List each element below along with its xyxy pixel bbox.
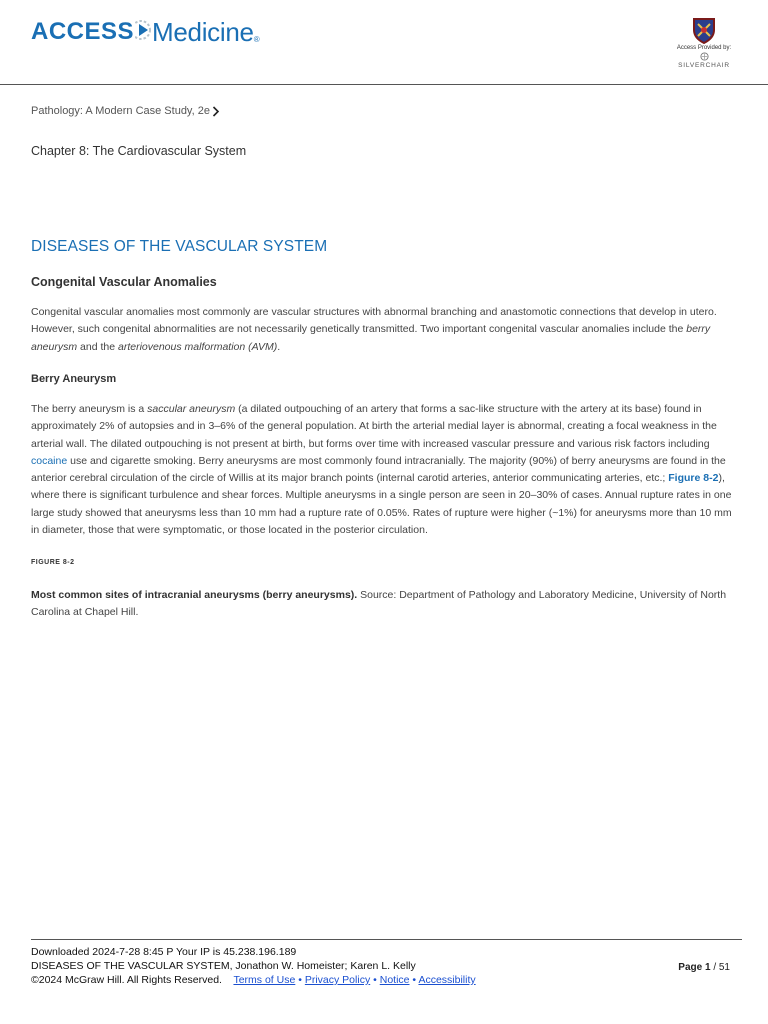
footer-copyright: ©2024 McGraw Hill. All Rights Reserved. [31, 974, 222, 986]
logo-medicine-text: Medicine [152, 16, 254, 47]
footer-separator: • [412, 974, 417, 986]
figure-8-2-link[interactable]: Figure 8-2 [668, 472, 719, 485]
para1-text-2: and the [77, 340, 118, 353]
provider-label: Access Provided by: [676, 45, 732, 51]
provider-name: SILVERCHAIR [678, 62, 730, 69]
para2-em-saccular: saccular aneurysm [147, 403, 236, 415]
para1-em-berry-aneurysm: berry aneurysm [31, 323, 711, 353]
para1-em-avm: arteriovenous malformation (AVM) [117, 340, 278, 353]
accessmedicine-logo[interactable] [31, 14, 260, 50]
footer-links [31, 973, 742, 987]
subsection-title: Congenital Vascular Anomalies [31, 275, 217, 289]
footer-download-info: Downloaded 2024-7-28 8:45 P Your IP is 45.238.196.189 [31, 946, 297, 958]
breadcrumb-book-title[interactable]: Pathology: A Modern Case Study, 2e [31, 105, 210, 117]
figure-caption [31, 587, 736, 622]
silverchair-icon [700, 52, 709, 61]
chapter-title: Chapter 8: The Cardiovascular System [31, 144, 247, 158]
section-title: DISEASES OF THE VASCULAR SYSTEM [31, 238, 328, 255]
caption-rest: Source: Department of Pathology and Laboratory Medicine, University of North Carolina at Chapel Hill. [31, 589, 727, 619]
footer-citation: DISEASES OF THE VASCULAR SYSTEM, Jonathon W. Homeister; Karen L. Kelly [31, 960, 416, 972]
access-provider [668, 16, 740, 69]
terms-of-use-link[interactable]: Terms of Use [233, 974, 296, 986]
gear-arrow-icon [135, 17, 151, 48]
institution-crest-icon [691, 16, 717, 44]
figure-label: FIGURE 8-2 [31, 559, 75, 566]
para2-text-3: use and cigarette smoking. Berry aneurysms are most commonly found intracranially. The majority (90%) of berry aneurysms are found in the anterior cerebral circulation of the circle of Willis at its major branch points (internal carotid arteries, anterior communicating arteries, etc.; [31, 454, 726, 485]
footer-separator: • [298, 974, 302, 986]
para2-text-2: (a dilated outpouching of an artery that forms a sac-like structure with the artery at its base) found in approximately 2% of autopsies and in 3–6% of the general population. At birth the arterial medial layer is abnormal, creating a focal weakness in the arterial wall. The dilated outpouching is not present at birth, but forms over time with increased vascular pressure and various risk factors including [31, 403, 717, 450]
page-total: / 51 [713, 962, 730, 973]
accessibility-link[interactable]: Accessibility [418, 974, 476, 986]
chevron-right-icon [212, 106, 220, 117]
page-label: Page 1 [678, 962, 711, 973]
logo-access-text: ACCESS [31, 18, 135, 45]
para2-text-1: The berry aneurysm is a [31, 403, 148, 415]
privacy-policy-link[interactable]: Privacy Policy [304, 974, 371, 986]
paragraph-congenital-anomalies [31, 304, 736, 356]
notice-link[interactable]: Notice [379, 974, 410, 986]
cocaine-link[interactable]: cocaine [31, 454, 68, 467]
para1-text-1: Congenital vascular anomalies most commonly are vascular structures with abnormal branching and anastomotic connections that develop in utero. However, such congenital abnormalities are not necessarily genetically transmitted. Two important congenital vascular anomalies include the [31, 306, 717, 336]
breadcrumb[interactable] [31, 105, 220, 117]
page-footer [31, 939, 742, 987]
berry-aneurysm-heading: Berry Aneurysm [31, 373, 117, 385]
registered-mark: ® [253, 35, 260, 44]
para2-text-4: ), where there is significant turbulence and shear forces. Multiple aneurysms in a single person are seen in 20–30% of cases. Annual rupture rates in one large study showed that aneurysms less than 10 mm had a rupture rate of 0.05%. Rates of rupture were higher (~1%) for aneurysms more than 10 mm in diameter, those that were symptomatic, or those located in the posterior circulation. [31, 472, 732, 537]
caption-bold: Most common sites of intracranial aneurysms (berry aneurysms). [31, 589, 358, 601]
site-header [0, 0, 768, 85]
para1-text-3: . [277, 340, 281, 353]
footer-separator: • [373, 974, 377, 986]
page-number [678, 961, 730, 975]
paragraph-berry-aneurysm [31, 401, 736, 539]
